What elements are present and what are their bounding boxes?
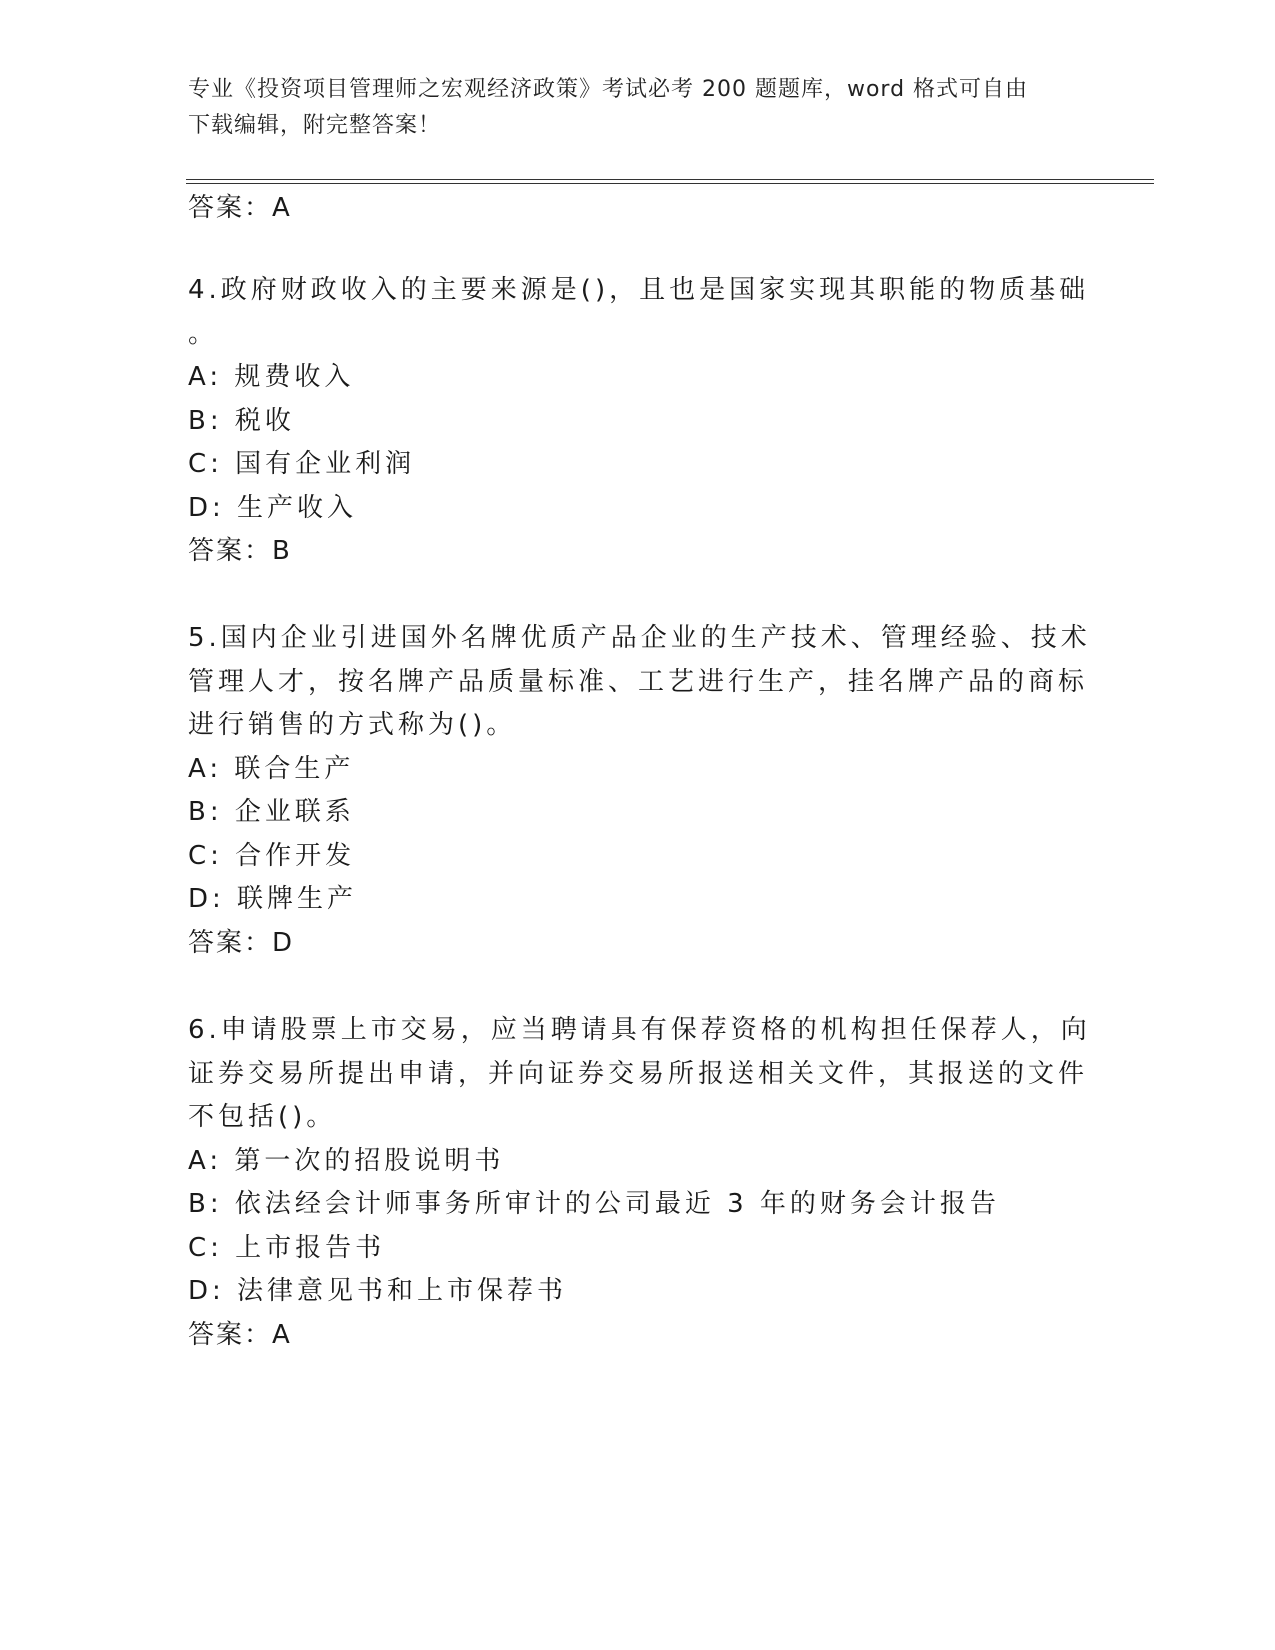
question-6-text-line-3: 不包括()。 bbox=[188, 1102, 337, 1132]
answer-label: 答案： bbox=[188, 536, 273, 566]
answer-value: D bbox=[272, 928, 295, 958]
question-4-option-d: D: 生产收入 bbox=[188, 493, 358, 523]
question-6-answer bbox=[188, 1317, 292, 1353]
question-5-text-line-3: 进行销售的方式称为()。 bbox=[188, 710, 517, 740]
answer-value: A bbox=[272, 193, 292, 223]
header-divider-bottom bbox=[186, 183, 1154, 184]
question-6-option-b: B: 依法经会计师事务所审计的公司最近 3 年的财务会计报告 bbox=[188, 1189, 1000, 1219]
question-5-text-line-2: 管理人才，按名牌产品质量标准、工艺进行生产，挂名牌产品的商标 bbox=[188, 667, 1089, 697]
question-5-option-b: B: 企业联系 bbox=[188, 797, 355, 827]
header-line-2: 下载编辑，附完整答案！ bbox=[188, 113, 442, 138]
question-4-option-b: B: 税收 bbox=[188, 406, 295, 436]
question-5-option-d: D: 联牌生产 bbox=[188, 884, 358, 914]
question-4-text-line-1: 4.政府财政收入的主要来源是()，且也是国家实现其职能的物质基础 bbox=[188, 275, 1090, 305]
answer-label: 答案： bbox=[188, 193, 273, 223]
answer-value: B bbox=[272, 536, 292, 566]
header-divider-top bbox=[186, 179, 1154, 180]
question-6-option-c: C: 上市报告书 bbox=[188, 1233, 386, 1263]
question-6-option-d: D: 法律意见书和上市保荐书 bbox=[188, 1276, 568, 1306]
question-6-option-a: A: 第一次的招股说明书 bbox=[188, 1146, 505, 1176]
question-4-option-a: A: 规费收入 bbox=[188, 362, 355, 392]
question-4-option-c: C: 国有企业利润 bbox=[188, 449, 416, 479]
question-5-answer bbox=[188, 925, 294, 961]
question-4-answer bbox=[188, 533, 292, 569]
question-4-text-line-2: 。 bbox=[188, 319, 219, 349]
answer-label: 答案： bbox=[188, 928, 273, 958]
page-header bbox=[188, 72, 1068, 144]
question-5-option-a: A: 联合生产 bbox=[188, 754, 355, 784]
answer-value: A bbox=[272, 1320, 292, 1350]
question-6-text-line-1: 6.申请股票上市交易，应当聘请具有保荐资格的机构担任保荐人，向 bbox=[188, 1015, 1091, 1045]
question-6-text-line-2: 证券交易所提出申请，并向证券交易所报送相关文件，其报送的文件 bbox=[188, 1059, 1089, 1089]
header-line-1: 专业《投资项目管理师之宏观经济政策》考试必考 200 题题库，word 格式可自由 bbox=[188, 77, 1029, 102]
answer-label: 答案： bbox=[188, 1320, 273, 1350]
question-5-option-c: C: 合作开发 bbox=[188, 841, 356, 871]
answer-line bbox=[188, 190, 292, 226]
question-5-text-line-1: 5.国内企业引进国外名牌优质产品企业的生产技术、管理经验、技术 bbox=[188, 623, 1091, 653]
